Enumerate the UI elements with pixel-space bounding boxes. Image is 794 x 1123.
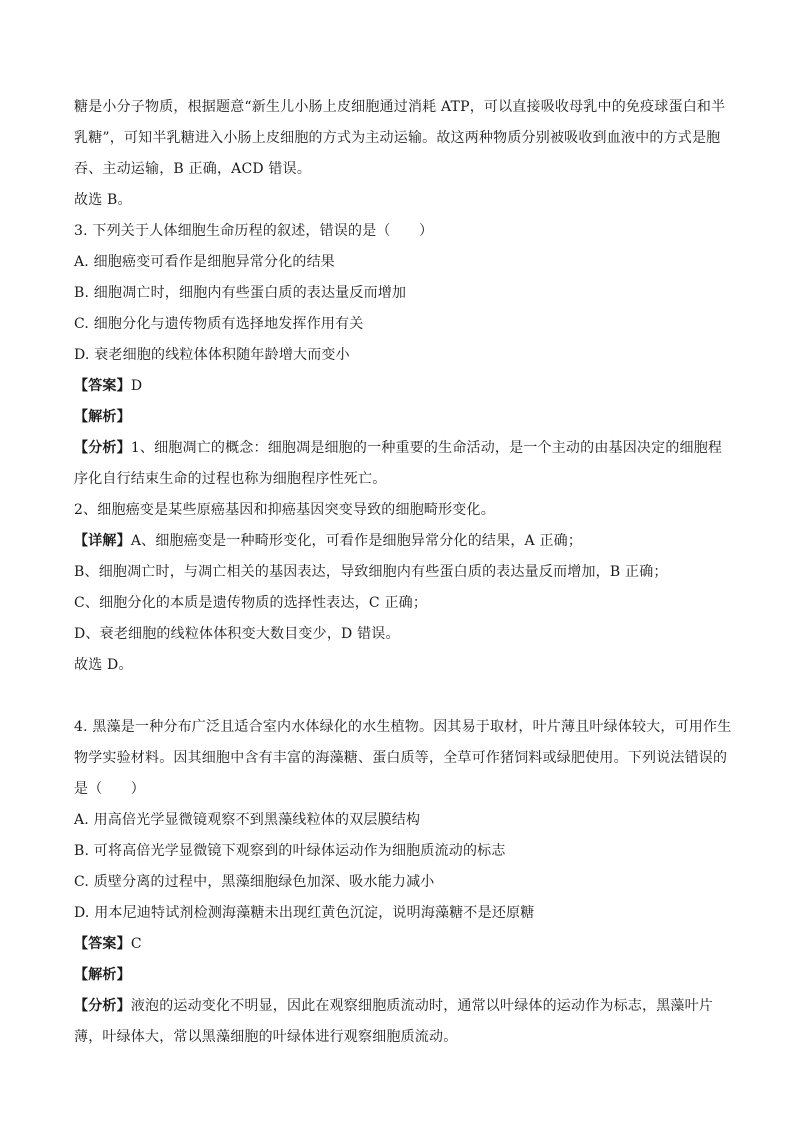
text-line: D、衰老细胞的线粒体体积变大数目变少，D 错误。 [74, 626, 400, 642]
question-3 [74, 216, 724, 681]
text-line: 故选 D。 [74, 657, 133, 673]
document-page [74, 92, 732, 1053]
text-line: 序化自行结束生命的过程也称为细胞程序性死亡。 [74, 471, 387, 487]
fenxi-line [74, 991, 724, 1022]
text-line: 糖是小分子物质，根据题意“新生儿小肠上皮细胞通过消耗 ATP，可以直接吸收母乳中的免疫球蛋白和半 [74, 99, 726, 115]
fenxi-tag: 【分析】 [74, 440, 131, 456]
text-line: 薄，叶绿体大，常以黑藻细胞的叶绿体进行观察细胞质流动。 [74, 1029, 458, 1045]
spacer [74, 681, 724, 712]
option-c: C. 质壁分离的过程中，黑藻细胞绿色加深、吸水能力减小 [74, 874, 435, 890]
fenxi-text: 液泡的运动变化不明显，因此在观察细胞质流动时，通常以叶绿体的运动作为标志，黑藻叶片 [130, 998, 714, 1014]
text-line: 吞、主动运输，B 正确，ACD 错误。 [74, 161, 312, 177]
option-b: B. 细胞凋亡时，细胞内有些蛋白质的表达量反而增加 [74, 285, 407, 301]
xiangjie-text: A、细胞癌变是一种畸形变化，可看作是细胞异常分化的结果，A 正确； [130, 533, 583, 549]
question-stem: 物学实验材料。因其细胞中含有丰富的海藻糖、蛋白质等，全草可作猪饲料或绿肥使用。下列说法错误的 [74, 750, 728, 766]
option-b: B. 可将高倍光学显微镜下观察到的叶绿体运动作为细胞质流动的标志 [74, 843, 506, 859]
option-c: C. 细胞分化与遗传物质有选择地发挥作用有关 [74, 316, 364, 332]
text-line: C、细胞分化的本质是遗传物质的选择性表达，C 正确； [74, 595, 428, 611]
question-stem: 是（ ） [74, 781, 145, 797]
option-a: A. 细胞癌变可看作是细胞异常分化的结果 [74, 254, 336, 270]
option-d: D. 用本尼迪特试剂检测海藻糖未出现红黄色沉淀，说明海藻糖不是还原糖 [74, 905, 535, 921]
answer-tag: 【答案】 [74, 378, 131, 394]
analysis-line [74, 402, 724, 433]
question-4 [74, 712, 732, 1053]
question-stem: 3. 下列关于人体细胞生命历程的叙述，错误的是（ ） [74, 223, 434, 239]
fenxi-text: 1、细胞凋亡的概念：细胞凋是细胞的一种重要的生命活动，是一个主动的由基因决定的细胞程 [130, 440, 723, 456]
text-line: 2、细胞癌变是某些原癌基因和抑癌基因突变导致的细胞畸形变化。 [74, 502, 495, 518]
answer-tag: 【答案】 [74, 936, 131, 952]
option-d: D. 衰老细胞的线粒体体积随年龄增大而变小 [74, 347, 350, 363]
analysis-tag: 【解析】 [74, 967, 131, 983]
answer-value: D [130, 378, 143, 394]
answer-line [74, 371, 724, 402]
continuation-block [74, 92, 724, 216]
xiangjie-line [74, 526, 724, 557]
answer-value: C [130, 936, 142, 952]
question-stem: 4. 黑藻是一种分布广泛且适合室内水体绿化的水生植物。因其易于取材，叶片薄且叶绿体较大，可用作生 [74, 719, 732, 735]
fenxi-line [74, 433, 724, 464]
analysis-tag: 【解析】 [74, 409, 131, 425]
xiangjie-tag: 【详解】 [74, 533, 131, 549]
fenxi-tag: 【分析】 [74, 998, 131, 1014]
text-line: 故选 B。 [74, 192, 132, 208]
text-line: B、细胞凋亡时，与凋亡相关的基因表达，导致细胞内有些蛋白质的表达量反而增加，B 正确； [74, 564, 668, 580]
analysis-line [74, 960, 724, 991]
answer-line [74, 929, 724, 960]
text-line: 乳糖”，可知半乳糖进入小肠上皮细胞的方式为主动运输。故这两种物质分别被吸收到血液中的方式是胞 [74, 130, 721, 146]
option-a: A. 用高倍光学显微镜观察不到黑藻线粒体的双层膜结构 [74, 812, 421, 828]
